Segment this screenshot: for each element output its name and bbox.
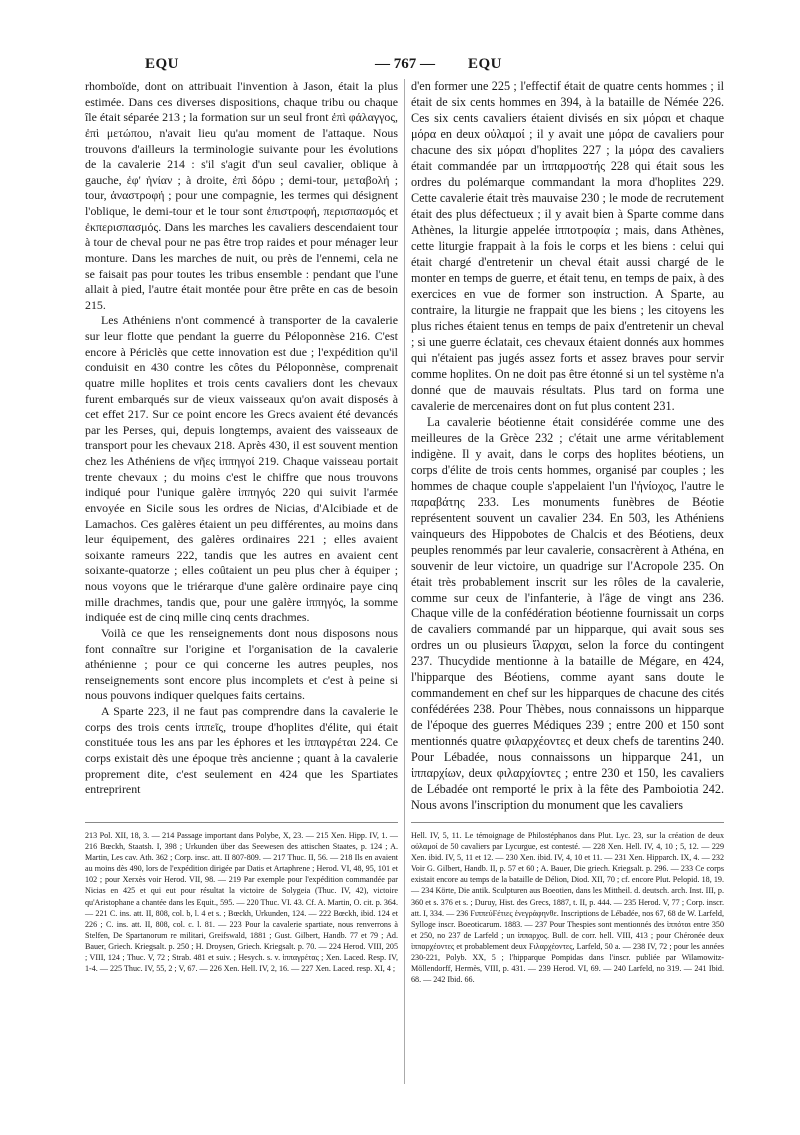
paragraph: Les Athéniens n'ont commencé à transporter de la cavalerie sur leur flotte que pendant la guerre du Péloponnèse 216. C'est encore à Périclès que cette innovation est due ; l'expédition qu'il conduisit en 430 contre les côtes du Péloponnèse, comprenait quatre mille hoplites et trois cents cavaliers dont les chevaux furent embarqués sur de vieux vaisseaux qu'on avait disposés à cet effet 217. Sur ce point encore les Grecs avaient été devancés par les Perses, qui, depuis longtemps, avaient des vaisseaux de transport pour les chevaux 218. Après 430, il est souvent mention chez les Athéniens de νῆες ἱππηγοί 219. Chaque vaisseau portait trente chevaux ; du moins c'est le chiffre que nous trouvons indiqué pour l'unique galère ἱππηγός 220 qui suivit l'armée envoyée en Sicile sous les ordres de Nicias, d'Alcibiade et de Lamachos. Ces galères étaient un peu différentes, au moins dans leur équipement, des galères ordinaires 221 ; elles avaient soixante rameurs 222, tandis que les autres en avaient cent soixante-quatorze ; elles coûtaient un peu plus cher à équiper ; nous voyons que le triérarque d'une galère ordinaire paye cinq mille drachmes, tandis que, pour une galère ἱππηγός, la somme indiquée est de cinq mille cinq cents drachmes. (85, 313, 398, 625)
footnotes-left (85, 830, 398, 974)
paragraph: La cavalerie béotienne était considérée comme une des meilleures de la Grèce 232 ; c'était une arme véritablement indigène. Il y avait, dans le corps des hoplites béotiens, un corps d'élite de trois cents hommes, organisé par couples ; les hommes de chaque couple s'appelaient l'un l'ἡνίοχος, l'autre le παραβάτης 233. Les monuments funèbres de Béotie représentent souvent un cavalier 234. En 503, les Athéniens vainqueurs des Hippobotes de Chalcis et des Béotiens, deux peuples renommés par leur cavalerie, consacrèrent à Athéna, en souvenir de leur victoire, un quadrige sur l'Acropole 235. On était très probablement inscrit sur les rôles de la cavalerie, comme sur ceux de l'infanterie, à l'âge de vingt ans 236. Chaque ville de la confédération béotienne fournissait un corps de cavaliers commandé par un hipparque, qui avait sous ses ordres un ou plusieurs ἴλαρχαι, selon la force du contingent 237. Thucydide mentionne à la bataille de Mégare, en 424, l'hipparque des Béotiens, comme ayant sans doute le commandement en chef sur les hipparques de chacune des cités confédérées 238. Pour Thèbes, nous connaissons un hipparque de l'époque des guerres Médiques 239 ; entre 200 et 150 sont mentionnés quatre φιλαρχέοντες et deux chefs de tarentins 240. Pour Lébadée, nous connaissons un hipparque 241, un ἱππαρχίων, deux φιλαρχίοντες ; entre 230 et 150, les cavaliers de Lébadée ont remporté le prix à la fête des Pamboiotia 242. Nous avons l'inscription du monument que les cavaliers (411, 414, 724, 813)
footnote-rule (85, 822, 398, 823)
paragraph: d'en former une 225 ; l'effectif était de quatre cents hommes ; il était de six cents hommes en 394, à la bataille de Némée 226. Ces six cents cavaliers étaient divisés en six μόραι et chaque μόρα en deux οὐλαμοί ; il y avait une μόρα de cavaliers pour chacune des six μόραι d'hoplites 227 ; la μόρα des cavaliers était commandée par un ἱππαρμοστής 228 qui était sous les ordres du polémarque commandant la mora d'hoplites 229. Cette cavalerie était très mauvaise 230 ; le mode de recrutement était des plus défectueux ; il y avait bien à Sparte comme dans Athènes, la liturgie appelée ἱπποτροφία ; mais, dans Athènes, cette liturgie frappait à la fois le corps et les biens : celui qui était chargé d'entretenir un cheval était aussi chargé de le monter en temps de guerre, et était tenu, en temps de paix, à des exercices en vue de former son instruction. A Sparte, au contraire, la liturgie ne frappait que les biens ; les citoyens les plus riches étaient tenus en temps de paix d'entretenir un cheval ; si une guerre éclatait, ces chevaux étaient donnés aux hommes qui n'étaient pas jugés assez forts et assez braves pour servir comme hoplites. On ne doit pas être étonné si un tel système n'a donné que de mauvais résultats. Plus tard on forma une cavalerie de mercenaires dont on fut plus content 231. (411, 79, 724, 413)
paragraph: A Sparte 223, il ne faut pas comprendre dans la cavalerie le corps des trois cents ἱππεῖς, troupe d'hoplites d'élite, qui était constituée tous les ans par les éphores et les ἱππαγρέται 224. Ce corps existait dès une époque très ancienne ; quant à la cavalerie proprement dite, c'est seulement en 424 que les Spartiates entreprirent (85, 704, 398, 797)
header-left-keyword: EQU (145, 56, 180, 72)
paragraph: rhomboïde, dont on attribuait l'invention à Jason, était la plus estimée. Dans ces diverses dispositions, chaque tribu ou chaque île était séparée 213 ; la formation sur un seul front ἐπὶ φάλαγγος, ἐπὶ μετώπου, n'avait lieu qu'au moment de l'attaque. Nous trouvons d'ailleurs la terminologie suivante pour les évolutions de la cavalerie 214 : s'il s'agit d'un seul cavalier, oblique à gauche, ἐφ' ἡνίαν ; à droite, ἐπὶ δόρυ ; demi-tour, μεταβολή ; tour, ἀναστροφή ; pour une compagnie, les termes qui désignent l'oblique, le demi-tour et le tour sont ἐπιστροφή, περισπασμός et ἐκπερισπασμός. Dans les marches les cavaliers descendaient tour à tour de cheval pour ne pas être trop raides et pour ménager leur monture. Dans les marches de nuit, ou près de l'ennemi, cela ne se faisait pas pour toutes les tribus ensemble : pendant que l'une allait à pied, l'autre était montée pour être prête en cas de besoin 215. (85, 79, 398, 312)
right-column (411, 79, 724, 814)
footnote-block: Hell. IV, 5, 11. Le témoignage de Philostéphanos dans Plut. Lyc. 23, sur la création de deux οὐλαμοί de 50 cavaliers par Lycurgue, est contesté. — 228 Xen. Hell. IV, 4, 10 ; 5, 12. — 229 Xen. ibid. IV, 5, 11 et 12. — 230 Xen. ibid. IV, 4, 10 et 11. — 231 Xen. Hipparch. IX, 4. — 232 Voir G. Gilbert, Handb. II, p. 57 et 60 ; A. Bauer, Die griech. Kriegsalt. p. 296. — 233 Ce corps existait encore au temps de la bataille de Délion, Diod. XII, 70 ; cf. encore Plut. Pelopid. 18, 19. — 234 Körte, Die antik. Sculpturen aus Boeotien, dans les Mittheil. d. deutsch. arch. Inst. III, p. 360 et s. 376 et s. ; Duruy, Hist. des Grecs, 1887, t. II, p. 444. — 235 Herod. V, 77 ; Corp. inscr. att. I, 334. — 236 ϜιππεύϜέτιες ἐνεγράφηνθε. Inscriptions de Lébadée, nos 67, 68 de W. Larfeld, Sylloge inscr. Boeoticarum. 1883. — 237 Pour Thespies sont mentionnés des ἱππόται entre 350 et 250, no 237 de Larfeld ; un ἱππαρχος. Bull. de corr. hell. VIII, 413 ; pour Chéronée deux ἱππαρχέοντες et probablement deux Ϝιλαρχέοντες, Larfeld, 50 a. — 238 IV, 72 ; pour les années 230-221, Polyb. XX, 5 ; l'hipparque Pompidas dans l'inscr. publiée par Wilamowitz-Möllendorff, Hermès, VIII, p. 431. — 239 Herod. VI, 69. — 240 Larfeld, no 319. — 241 Ibid. 68. — 242 Ibid. 66. (411, 831, 724, 985)
footnote-block: 213 Pol. XII, 18, 3. — 214 Passage important dans Polybe, X, 23. — 215 Xen. Hipp. IV, 1. — 216 Bœckh, Staatsh. I, 398 ; Urkunden über das Seewesen des attischen Staates, p. 124 ; A. Martin, Les cav. Ath. 362 ; Corp. insc. att. II 807-809. — 217 Thuc. II, 56. — 218 Ils en avaient au moins dès 490, lors de l'expédition dirigée par Datis et Artaphrene ; Herod. VI, 48, 95, 101 et 102 ; pour Xerxès voir Herod. VII, 98. — 219 Par exemple pour l'expédition commandée par Nicias en 425 et qui eut pour résultat la victoire de Solygeia (Thuc. IV, 42), victoire qu'Aristophane a chantée dans les Equit., 595. — 220 Thuc. VI. 43. Cf. A. Martin, O. cit. p. 364. — 221 C. ins. att. II, 808, col. b, l. 4 et s. ; Bœckh, Urkunden, 124. — 222 Bœckh, ibid. 124 et 226 ; C. ins. att. II, 808, col. c. l. 81. — 223 Pour la cavalerie spartiate, nous renverrons à Stelfen, De Spartanorum re militari, Greifswald, 1881 ; Gust. Gilbert, Handb. 77 et 79 ; Ad. Bauer, Griech. Kriegsalt. p. 250 ; H. Droysen, Griech. Kriegsalt. p. 70. — 224 Herod. VIII, 205 ; VIII, 124 ; Thuc. V, 72 ; Strab. 481 et suiv. ; Hesych. s. v. ἱππαγρέτας ; Xen. Laced. Resp. IV, 1-4. — 225 Thuc. IV, 55, 2 ; V, 67. — 226 Xen. Hell. IV, 2, 16. — 227 Xen. Laced. resp. XI, 4 ; (85, 831, 398, 974)
header-right-keyword: EQU (468, 56, 503, 72)
footnotes-right (411, 830, 724, 985)
page-number: — 767 — (375, 56, 435, 72)
page-header (85, 56, 725, 80)
left-column (85, 79, 398, 798)
paragraph: Voilà ce que les renseignements dont nous disposons nous font connaître sur l'origine et l'organisation de la cavalerie athénienne ; pour ce qui concerne les autres peuples, nos renseignements sont encore plus incomplets et c'est à peine si nous pouvons indiquer quelques faits certains. (85, 625, 398, 703)
footnote-rule (411, 822, 724, 823)
column-divider (404, 79, 405, 1084)
